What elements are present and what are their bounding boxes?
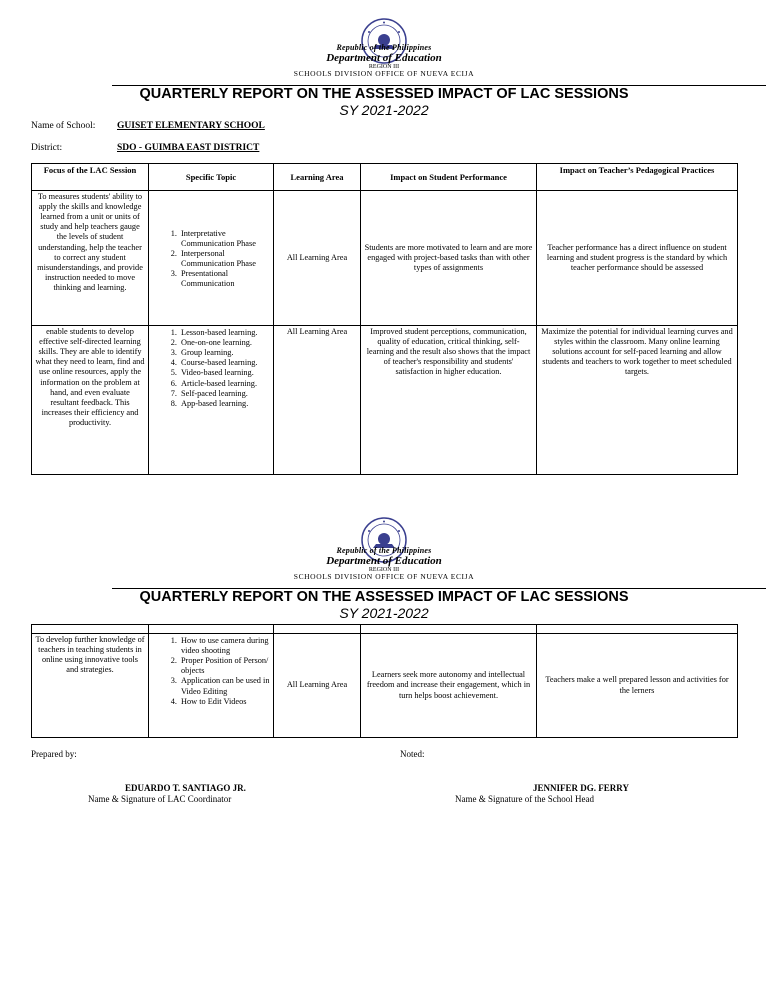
report-title: QUARTERLY REPORT ON THE ASSESSED IMPACT OF LAC SESSIONS xyxy=(139,86,629,102)
school-value: GUISET ELEMENTARY SCHOOL xyxy=(117,121,265,131)
region-text: REGION III xyxy=(368,64,400,70)
head-name: JENNIFER DG. FERRY xyxy=(533,783,629,793)
region-text: REGION III xyxy=(368,567,400,573)
school-label: Name of School: xyxy=(31,121,96,131)
area-cell: All Learning Area xyxy=(274,326,361,475)
division-text: SCHOOLS DIVISION OFFICE OF NUEVA ECIJA xyxy=(293,69,475,78)
list-item: 1. Interpretative Communication Phase xyxy=(179,229,271,249)
noted-label: Noted: xyxy=(400,749,425,759)
list-item: 3. Presentational Communication xyxy=(179,269,271,289)
student-impact-cell: Learners seek more autonomy and intellectual freedom and increase their engagement, which in turn helps boost achievement. xyxy=(361,634,537,738)
area-cell: All Learning Area xyxy=(274,634,361,738)
list-item: 2. One-on-one learning. xyxy=(179,338,271,348)
student-impact-cell: Students are more motivated to learn and are more engaged with project-based tasks than with other types of assignments xyxy=(361,191,537,326)
topic-list xyxy=(149,229,271,290)
table-row xyxy=(32,634,738,738)
list-item: 4. How to Edit Videos xyxy=(179,697,271,707)
topic-list xyxy=(149,636,271,707)
table-header-row xyxy=(32,164,738,191)
teacher-impact-cell: Teacher performance has a direct influence on student learning and student progress is the standard by which teacher performance should be assessed xyxy=(537,191,738,326)
district-value: SDO - GUIMBA EAST DISTRICT xyxy=(117,143,260,153)
list-item: 3. Group learning. xyxy=(179,348,271,358)
department-text: Department of Education xyxy=(326,52,442,64)
list-item: 5. Video-based learning. xyxy=(179,368,271,378)
coordinator-role: Name & Signature of LAC Coordinator xyxy=(88,794,232,804)
topic-cell xyxy=(149,634,274,738)
department-text: Department of Education xyxy=(326,555,442,567)
teacher-impact-cell: Maximize the potential for individual learning curves and styles within the classroom. Many online learning solutions account for self-paced learning and allow students and teachers to work together to meet scheduled targets. xyxy=(537,326,738,475)
lac-report-table xyxy=(31,163,738,475)
list-item: 3. Application can be used in Video Editing xyxy=(179,676,271,696)
teacher-impact-cell: Teachers make a well prepared lesson and activities for the lerners xyxy=(537,634,738,738)
list-item: 2. Interpersonal Communication Phase xyxy=(179,249,271,269)
republic-text: Republic of the Philippines xyxy=(336,546,432,555)
prepared-by-label: Prepared by: xyxy=(31,749,77,759)
school-year: SY 2021-2022 xyxy=(339,605,429,621)
division-text: SCHOOLS DIVISION OFFICE OF NUEVA ECIJA xyxy=(293,572,475,581)
area-cell: All Learning Area xyxy=(274,191,361,326)
report-title: QUARTERLY REPORT ON THE ASSESSED IMPACT OF LAC SESSIONS xyxy=(139,589,629,605)
focus-cell: To measures students' ability to apply the skills and knowledge learned from a unit or units of study and help teachers gauge the levels of student understanding, help the teacher to correct any student misunderstandings, and provide instruction needed to move thinking and learning. xyxy=(32,191,149,326)
topic-cell xyxy=(149,191,274,326)
topic-cell xyxy=(149,326,274,475)
header-focus: Focus of the LAC Session xyxy=(32,164,149,191)
list-item: 6. Article-based learning. xyxy=(179,379,271,389)
focus-cell: To develop further knowledge of teachers in teaching students in online using innovative tools and strategies. xyxy=(32,634,149,738)
header-area: Learning Area xyxy=(274,164,361,191)
header-student-impact: Impact on Student Performance xyxy=(361,164,537,191)
district-label: District: xyxy=(31,143,63,153)
school-year: SY 2021-2022 xyxy=(339,102,429,118)
list-item: 1. How to use camera during video shooting xyxy=(179,636,271,656)
table-blank-header-row xyxy=(32,625,738,634)
republic-text: Republic of the Philippines xyxy=(336,43,432,52)
student-impact-cell: Improved student perceptions, communication, quality of education, critical thinking, self-learning and the result also shows that the impact of teacher's responsibility and students' satisfaction in higher education. xyxy=(361,326,537,475)
topic-list xyxy=(149,328,271,409)
list-item: 2. Proper Position of Person/ objects xyxy=(179,656,271,676)
lac-report-table-continued xyxy=(31,624,738,738)
table-row xyxy=(32,326,738,475)
head-role: Name & Signature of the School Head xyxy=(455,794,594,804)
table-row xyxy=(32,191,738,326)
list-item: 8. App-based learning. xyxy=(179,399,271,409)
focus-cell: enable students to develop effective self-directed learning skills. They are able to identify what they need to learn, find and use online resources, apply the information on the problem at hand, and even evaluate resultant feedback. This increases their efficiency and productivity. xyxy=(32,326,149,475)
coordinator-name: EDUARDO T. SANTIAGO JR. xyxy=(125,783,246,793)
list-item: 4. Course-based learning. xyxy=(179,358,271,368)
header-topic: Specific Topic xyxy=(149,164,274,191)
list-item: 1. Lesson-based learning. xyxy=(179,328,271,338)
list-item: 7. Self-paced learning. xyxy=(179,389,271,399)
header-teacher-impact: Impact on Teacher’s Pedagogical Practices xyxy=(537,164,738,191)
